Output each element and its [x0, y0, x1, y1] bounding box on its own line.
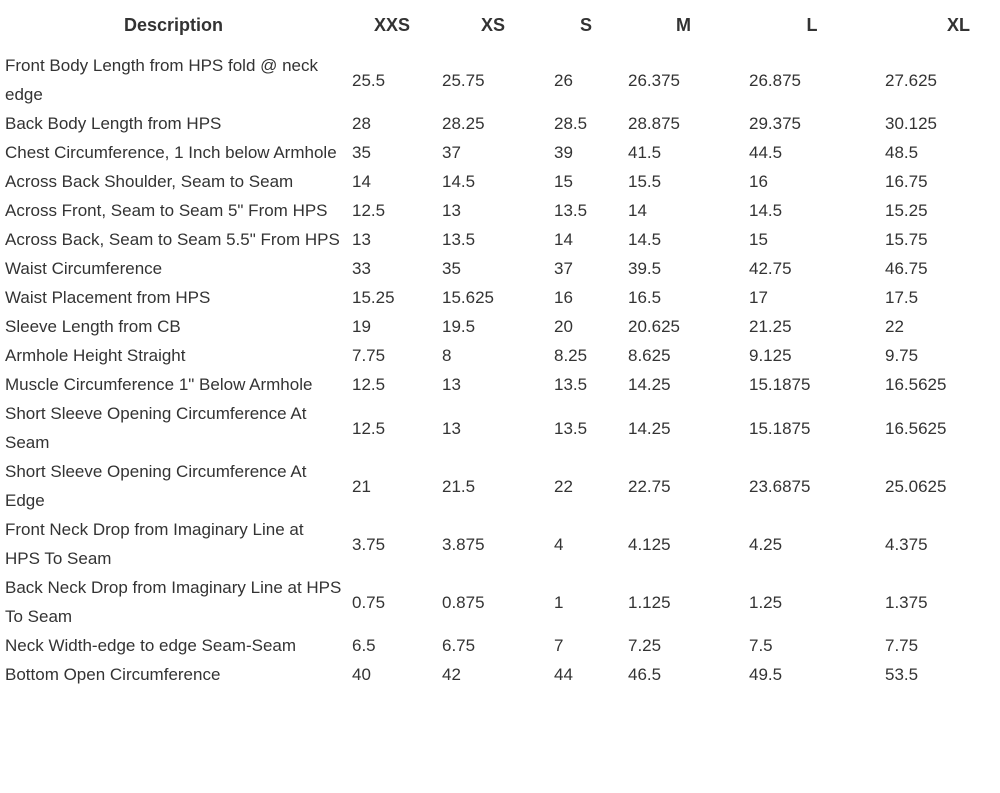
row-value: 16 [749, 172, 768, 191]
row-value: 15.5 [628, 172, 662, 191]
row-value: 26 [554, 70, 573, 90]
row-value: 39 [554, 143, 573, 162]
table-row [0, 341, 1000, 370]
row-value: 22.75 [628, 476, 671, 496]
row-value: 4.125 [628, 534, 671, 554]
row-value: 8 [442, 346, 452, 365]
table-row [0, 370, 1000, 399]
row-value: 42 [442, 665, 461, 684]
row-value: 4.375 [885, 534, 928, 554]
table-row [0, 457, 1000, 515]
row-value: 16.5625 [885, 418, 947, 438]
table-body [0, 51, 1000, 689]
row-value: 25.0625 [885, 476, 947, 496]
row-value: 26.375 [628, 70, 680, 90]
row-value: 4.25 [749, 534, 783, 554]
row-value: 15 [554, 172, 573, 191]
row-value: 27.625 [885, 70, 937, 90]
row-value: 15.25 [352, 288, 395, 307]
row-value: 12.5 [352, 375, 386, 394]
row-value: 7.25 [628, 636, 662, 655]
header-m: M [676, 15, 691, 35]
row-value: 28.5 [554, 114, 588, 133]
row-value: 17.5 [885, 288, 919, 307]
row-value: 14 [628, 201, 647, 220]
row-value: 13 [352, 230, 371, 249]
row-value: 13 [442, 375, 461, 394]
row-value: 8.25 [554, 346, 588, 365]
row-value: 0.75 [352, 592, 386, 612]
row-value: 14.5 [628, 230, 662, 249]
row-value: 9.125 [749, 346, 792, 365]
row-value: 1.375 [885, 592, 928, 612]
table-header [0, 0, 1000, 51]
row-value: 37 [554, 259, 573, 278]
row-value: 15 [749, 230, 768, 249]
row-value: 22 [885, 317, 904, 336]
row-description: Short Sleeve Opening Circumference At Seam [5, 404, 307, 452]
row-value: 14 [554, 230, 573, 249]
row-value: 14 [352, 172, 371, 191]
row-value: 15.75 [885, 230, 928, 249]
table-row [0, 399, 1000, 457]
row-value: 3.75 [352, 534, 386, 554]
row-value: 1.25 [749, 592, 783, 612]
row-description: Front Neck Drop from Imaginary Line at HPS To Seam [5, 520, 304, 568]
row-value: 21.25 [749, 317, 792, 336]
row-value: 14.5 [749, 201, 783, 220]
table-row [0, 109, 1000, 138]
row-description: Across Back Shoulder, Seam to Seam [5, 172, 294, 191]
row-value: 41.5 [628, 143, 662, 162]
row-value: 42.75 [749, 259, 792, 278]
table-row [0, 196, 1000, 225]
row-value: 16.5 [628, 288, 662, 307]
row-value: 4 [554, 534, 564, 554]
row-value: 40 [352, 665, 371, 684]
row-value: 13.5 [442, 230, 476, 249]
row-value: 44 [554, 665, 573, 684]
row-description: Short Sleeve Opening Circumference At Edge [5, 462, 307, 510]
row-value: 46.5 [628, 665, 662, 684]
row-value: 20.625 [628, 317, 680, 336]
row-description: Sleeve Length from CB [5, 317, 181, 336]
row-value: 17 [749, 288, 768, 307]
row-value: 21.5 [442, 476, 476, 496]
row-value: 13.5 [554, 375, 588, 394]
row-value: 35 [352, 143, 371, 162]
row-value: 28 [352, 114, 371, 133]
table-row [0, 631, 1000, 660]
row-value: 39.5 [628, 259, 662, 278]
row-value: 19.5 [442, 317, 476, 336]
row-value: 19 [352, 317, 371, 336]
row-value: 9.75 [885, 346, 919, 365]
row-description: Back Neck Drop from Imaginary Line at HPS To Seam [5, 578, 342, 626]
row-value: 16.75 [885, 172, 928, 191]
table-row [0, 515, 1000, 573]
row-value: 7 [554, 636, 564, 655]
row-value: 28.25 [442, 114, 485, 133]
row-value: 23.6875 [749, 476, 811, 496]
row-value: 1.125 [628, 592, 671, 612]
header-description: Description [123, 15, 224, 35]
row-description: Chest Circumference, 1 Inch below Armhole [5, 143, 337, 162]
row-description: Armhole Height Straight [5, 346, 186, 365]
table-row [0, 225, 1000, 254]
row-value: 7.5 [749, 636, 773, 655]
row-value: 13 [442, 201, 461, 220]
row-value: 15.1875 [749, 418, 811, 438]
row-description: Bottom Open Circumference [5, 665, 221, 684]
row-value: 37 [442, 143, 461, 162]
table-row [0, 660, 1000, 689]
table-row [0, 138, 1000, 167]
table-row [0, 312, 1000, 341]
row-description: Waist Placement from HPS [5, 288, 211, 307]
row-value: 14.5 [442, 172, 476, 191]
row-value: 13.5 [554, 418, 588, 438]
row-description: Waist Circumference [5, 259, 163, 278]
row-value: 44.5 [749, 143, 783, 162]
row-description: Across Front, Seam to Seam 5" From HPS [5, 201, 328, 220]
row-value: 6.5 [352, 636, 376, 655]
row-value: 28.875 [628, 114, 680, 133]
row-value: 14.25 [628, 375, 671, 394]
row-value: 12.5 [352, 418, 386, 438]
row-value: 21 [352, 476, 371, 496]
row-value: 53.5 [885, 665, 919, 684]
row-value: 49.5 [749, 665, 783, 684]
row-value: 25.5 [352, 70, 386, 90]
table-row [0, 254, 1000, 283]
row-value: 29.375 [749, 114, 801, 133]
row-value: 7.75 [352, 346, 386, 365]
header-l: L [806, 15, 818, 35]
row-value: 7.75 [885, 636, 919, 655]
row-description: Back Body Length from HPS [5, 114, 222, 133]
row-value: 13 [442, 418, 461, 438]
header-xxs: XXS [373, 15, 411, 35]
row-value: 20 [554, 317, 573, 336]
row-value: 46.75 [885, 259, 928, 278]
row-description: Neck Width-edge to edge Seam-Seam [5, 636, 297, 655]
row-value: 35 [442, 259, 461, 278]
header-xl: XL [946, 15, 970, 35]
header-row [0, 0, 1000, 51]
table-row [0, 573, 1000, 631]
header-xs: XS [480, 15, 505, 35]
row-value: 48.5 [885, 143, 919, 162]
row-value: 30.125 [885, 114, 937, 133]
row-value: 0.875 [442, 592, 485, 612]
row-value: 14.25 [628, 418, 671, 438]
table-row [0, 167, 1000, 196]
row-value: 13.5 [554, 201, 588, 220]
row-value: 12.5 [352, 201, 386, 220]
table-row [0, 283, 1000, 312]
row-description: Across Back, Seam to Seam 5.5" From HPS [5, 230, 340, 249]
row-description: Muscle Circumference 1" Below Armhole [5, 375, 313, 394]
row-value: 8.625 [628, 346, 671, 365]
row-value: 33 [352, 259, 371, 278]
row-value: 15.25 [885, 201, 928, 220]
table-row [0, 51, 1000, 109]
header-s: S [579, 15, 592, 35]
row-value: 3.875 [442, 534, 485, 554]
row-value: 1 [554, 592, 564, 612]
row-value: 16.5625 [885, 375, 947, 394]
row-value: 22 [554, 476, 573, 496]
row-value: 25.75 [442, 70, 485, 90]
row-value: 16 [554, 288, 573, 307]
row-value: 26.875 [749, 70, 801, 90]
row-value: 15.1875 [749, 375, 811, 394]
row-value: 6.75 [442, 636, 476, 655]
row-description: Front Body Length from HPS fold @ neck edge [5, 56, 319, 104]
row-value: 15.625 [442, 288, 494, 307]
